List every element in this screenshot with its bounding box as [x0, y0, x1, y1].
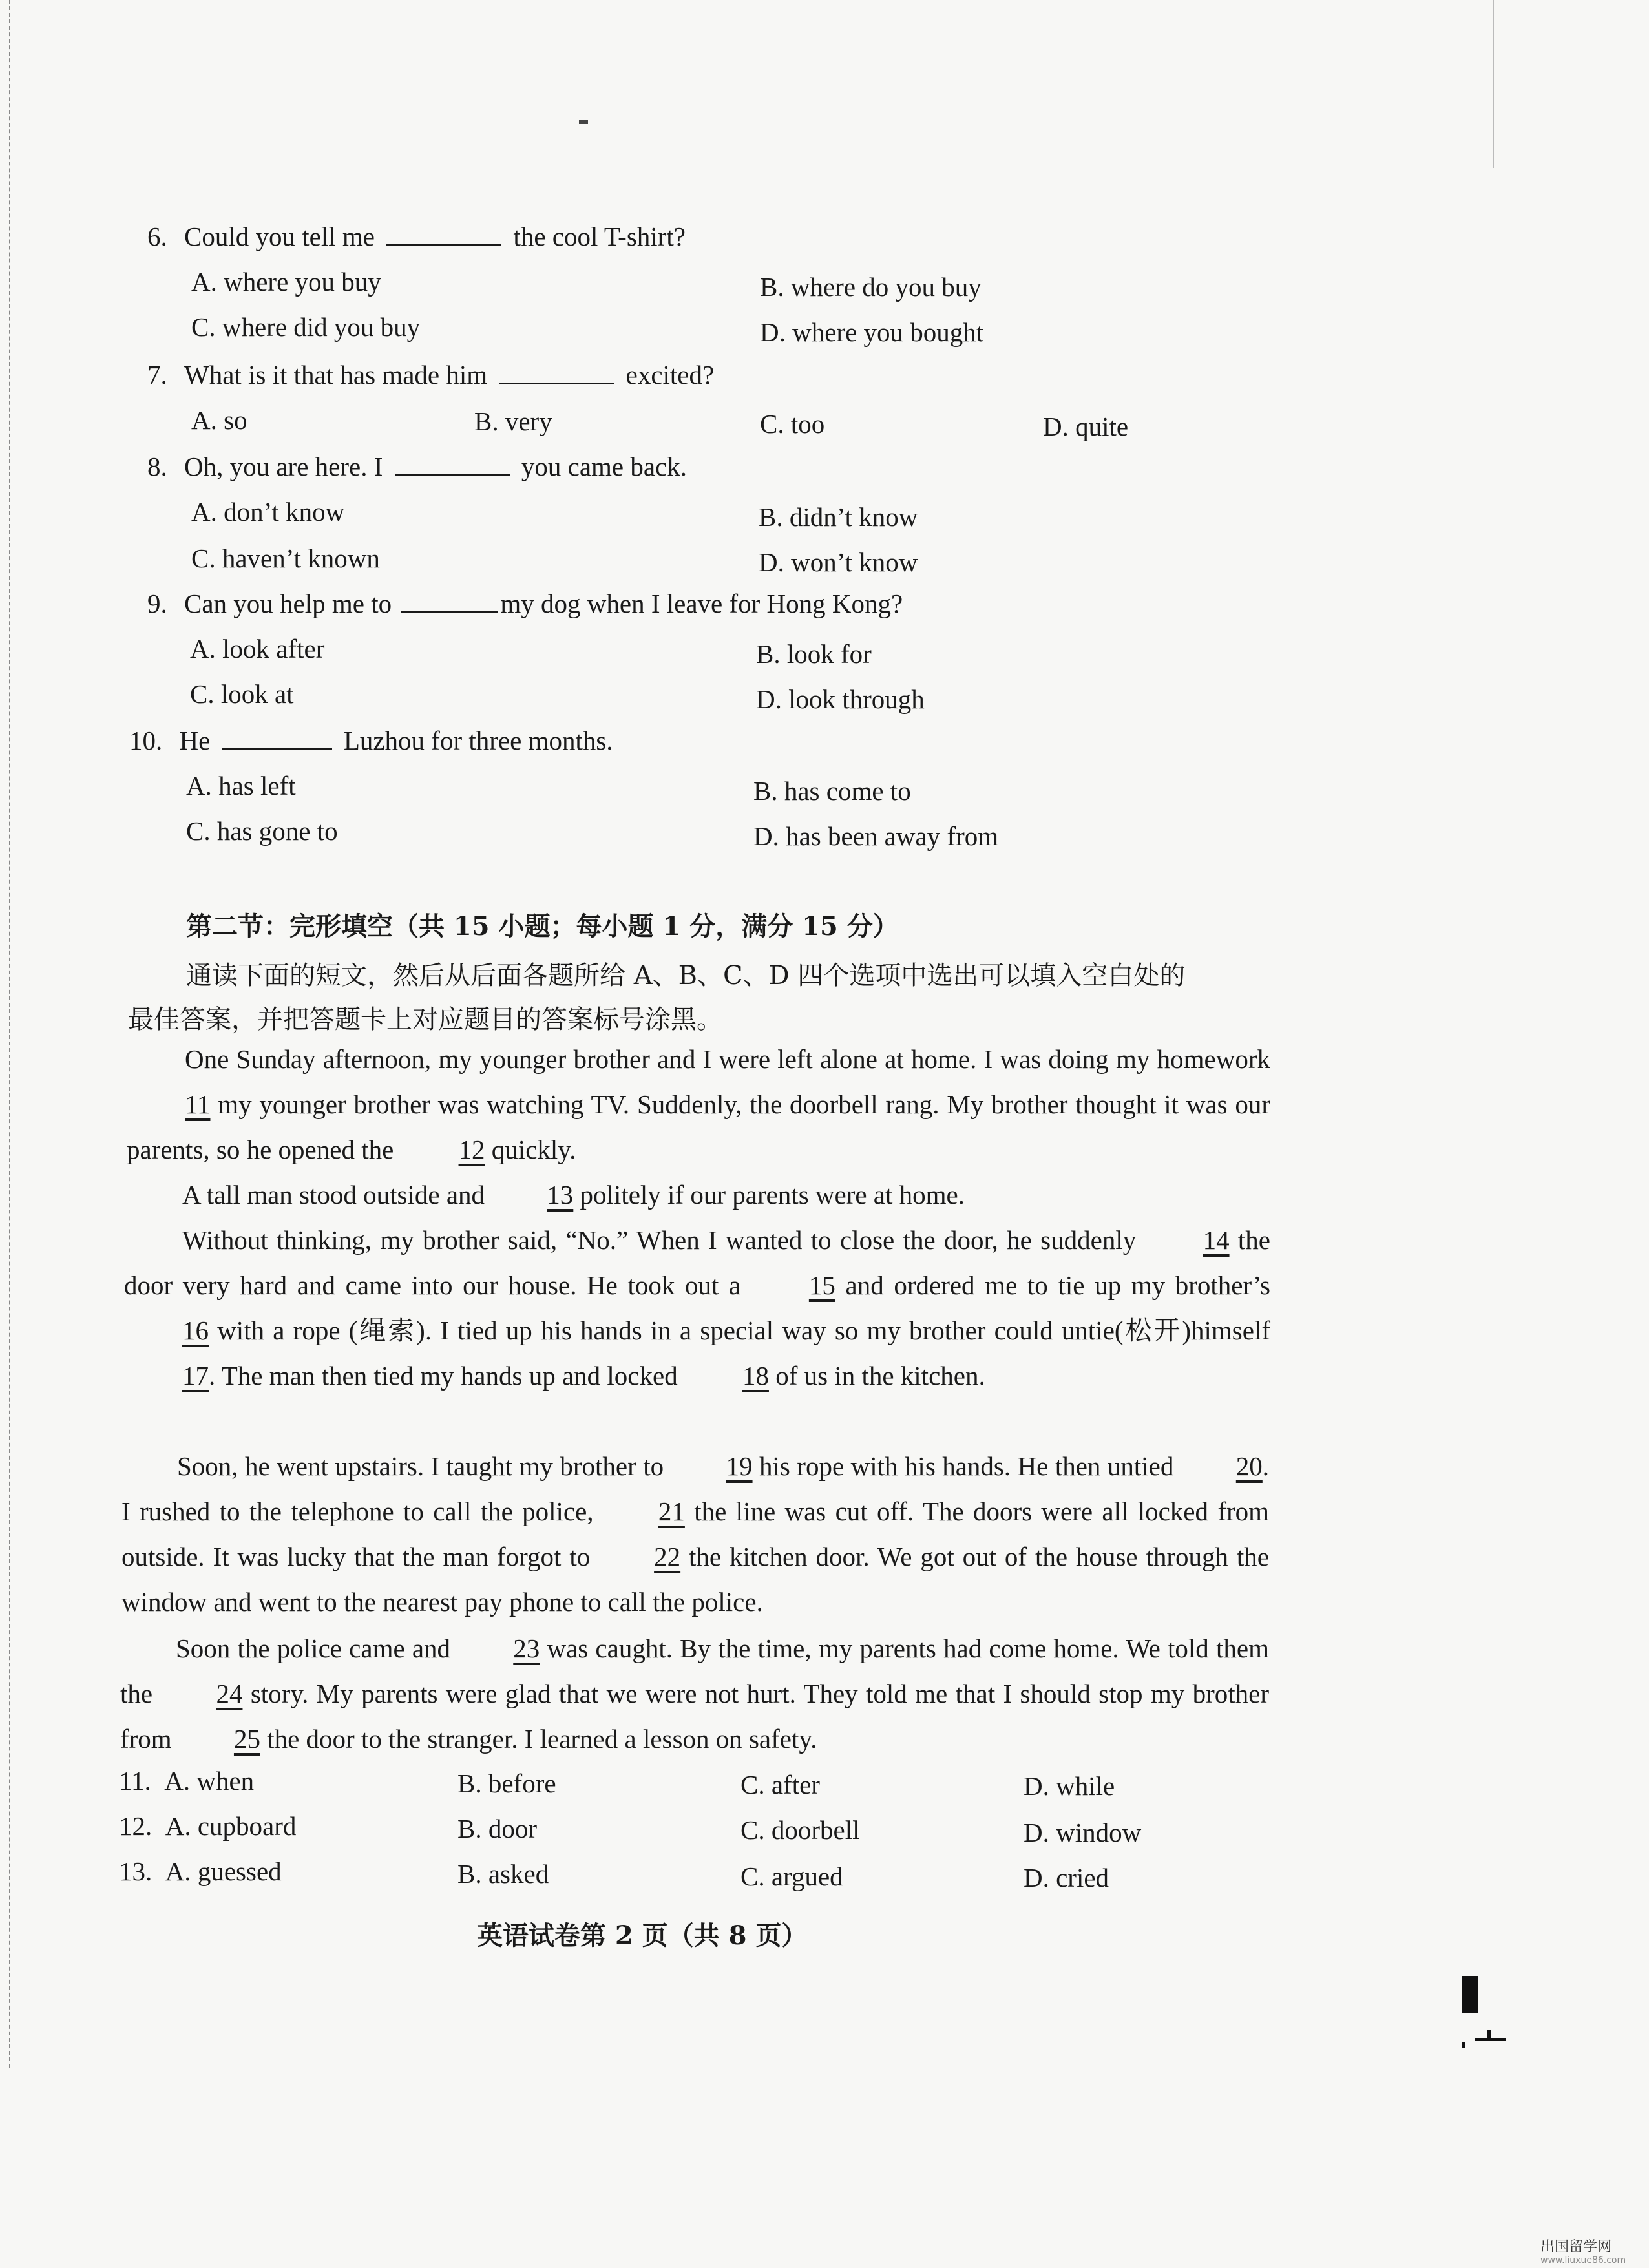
section-instruction: 通读下面的短文，然后从后面各题所给 A、B、C、D 四个选项中选出可以填入空白处的: [186, 961, 1186, 991]
question-number: 10.: [129, 726, 163, 755]
question-number: 6.: [147, 222, 167, 251]
site-watermark: 出国留学网 www.liuxue86.com: [1540, 2239, 1626, 2265]
option-b: B. very: [474, 406, 552, 436]
question-stem: the cool T-shirt?: [513, 222, 686, 251]
cloze-blank-18: 18: [742, 1361, 769, 1391]
cloze-option-11-c: C. after: [740, 1770, 820, 1800]
cloze-question-11: 11. A. when: [119, 1766, 255, 1796]
passage-paragraph-1: One Sunday afternoon, my younger brother and I were left alone at home. I was doing my homework 11 my younger brother was watching TV. Suddenly, the doorbell rang. My brother thought it was our parents, so he opened the 12 quickly.: [127, 1036, 1270, 1172]
cloze-blank-20: 20: [1235, 1451, 1263, 1481]
cloze-blank-17: 17: [182, 1361, 209, 1391]
answer-blank: [386, 222, 501, 246]
option-b: B. look for: [756, 639, 872, 669]
cloze-blank-21: 21: [658, 1496, 685, 1526]
question-stem: Oh, you are here. I: [184, 452, 383, 481]
question-stem: Could you tell me: [184, 222, 375, 251]
cloze-blank-23: 23: [513, 1633, 540, 1663]
cloze-blank-22: 22: [654, 1542, 681, 1571]
option-a: A. has left: [186, 771, 296, 801]
question-stem: He: [179, 726, 211, 755]
question-number: 8.: [147, 452, 167, 481]
option-a: A. look after: [190, 634, 325, 664]
answer-blank: [499, 361, 614, 384]
cloze-question-12: 12. A. cupboard: [119, 1811, 297, 1841]
cloze-blank-13: 13: [547, 1180, 574, 1210]
question-stem: excited?: [625, 360, 715, 390]
option-c: C. look at: [190, 679, 294, 709]
question-6: [147, 221, 686, 252]
option-b: B. has come to: [753, 776, 911, 806]
scan-registration-mark: [1462, 2042, 1465, 2048]
section-heading: 第二节：完形填空（共 15 小题；每小题 1 分，满分 15 分）: [186, 911, 899, 941]
cloze-blank-19: 19: [726, 1451, 753, 1481]
cloze-blank-24: 24: [216, 1679, 243, 1708]
question-stem: my dog when I leave for Hong Kong?: [500, 589, 903, 618]
option-a: A. so: [191, 405, 247, 435]
cloze-blank-11: 11: [185, 1089, 211, 1119]
scan-edge-line: [1493, 0, 1494, 168]
scan-speck: [579, 120, 588, 124]
passage-paragraph-5: Soon the police came and 23 was caught. By the time, my parents had come home. We told them the 24 story. My parents were glad that we were not hurt. They told me that I should stop my brother from 25 the door to the stranger. I learned a lesson on safety.: [120, 1626, 1269, 1761]
cloze-option-12-c: C. doorbell: [740, 1815, 860, 1845]
option-b: B. didn’t know: [759, 502, 918, 532]
passage-paragraph-2: A tall man stood outside and 13 politely if our parents were at home.: [127, 1172, 1270, 1217]
scan-border-line: [9, 0, 10, 2068]
question-stem: What is it that has made him: [184, 360, 488, 390]
cloze-blank-14: 14: [1203, 1225, 1230, 1255]
cloze-blank-25: 25: [233, 1724, 260, 1754]
option-d: D. where you bought: [760, 317, 984, 347]
question-9: [147, 588, 903, 619]
question-8: [147, 451, 687, 482]
question-number: 9.: [147, 589, 167, 618]
option-d: D. has been away from: [753, 821, 999, 851]
option-d: D. won’t know: [759, 547, 918, 577]
cloze-blank-16: 16: [182, 1316, 209, 1345]
answer-blank: [395, 452, 510, 476]
question-stem: Luzhou for three months.: [343, 726, 613, 755]
cloze-option-13-d: D. cried: [1024, 1863, 1109, 1893]
option-b: B. where do you buy: [760, 272, 982, 302]
question-number: 7.: [147, 360, 167, 390]
cloze-option-13-b: B. asked: [457, 1859, 549, 1889]
question-stem: you came back.: [521, 452, 688, 481]
question-7: [147, 359, 714, 390]
scan-registration-mark: [1487, 2030, 1491, 2041]
option-d: D. quite: [1043, 412, 1129, 441]
cloze-option-11-b: B. before: [457, 1769, 556, 1798]
scan-registration-mark: [1462, 1976, 1478, 2013]
passage-paragraph-4: Soon, he went upstairs. I taught my brother to 19 his rope with his hands. He then untied 20. I rushed to the telephone to call the police, 21 the line was cut off. The doors were all locked from outside. It was lucky that the man forgot to 22 the kitchen door. We got out of the house through the window and went to the nearest pay phone to call the police.: [121, 1444, 1269, 1624]
option-d: D. look through: [756, 684, 925, 714]
page-footer: 英语试卷第 2 页（共 8 页）: [477, 1920, 808, 1951]
cloze-blank-12: 12: [458, 1135, 485, 1164]
section-instruction: 最佳答案，并把答题卡上对应题目的答案标号涂黑。: [128, 1005, 722, 1034]
option-c: C. where did you buy: [191, 312, 421, 342]
cloze-option-11-d: D. while: [1024, 1771, 1115, 1801]
answer-blank: [222, 726, 332, 750]
cloze-option-12-b: B. door: [457, 1814, 538, 1843]
option-c: C. has gone to: [186, 816, 338, 846]
passage-paragraph-3: Without thinking, my brother said, “No.” When I wanted to close the door, he suddenly 14 the door very hard and came into our house. He took out a 15 and ordered me to tie up my brother’s 16 with a rope (绳索). I tied up his hands in a special way so my brother could untie(松开)himself 17. The man then tied my hands up and locked 18 of us in the kitchen.: [124, 1217, 1270, 1398]
question-stem: Can you help me to: [184, 589, 392, 618]
cloze-option-13-c: C. argued: [740, 1862, 843, 1891]
cloze-blank-15: 15: [808, 1270, 835, 1300]
cloze-option-12-d: D. window: [1024, 1818, 1142, 1847]
answer-blank: [401, 589, 498, 613]
option-c: C. too: [760, 409, 825, 439]
option-a: A. don’t know: [191, 497, 345, 527]
cloze-question-13: 13. A. guessed: [119, 1856, 282, 1886]
option-a: A. where you buy: [191, 267, 381, 297]
question-10: [129, 725, 613, 756]
option-c: C. haven’t known: [191, 543, 380, 573]
